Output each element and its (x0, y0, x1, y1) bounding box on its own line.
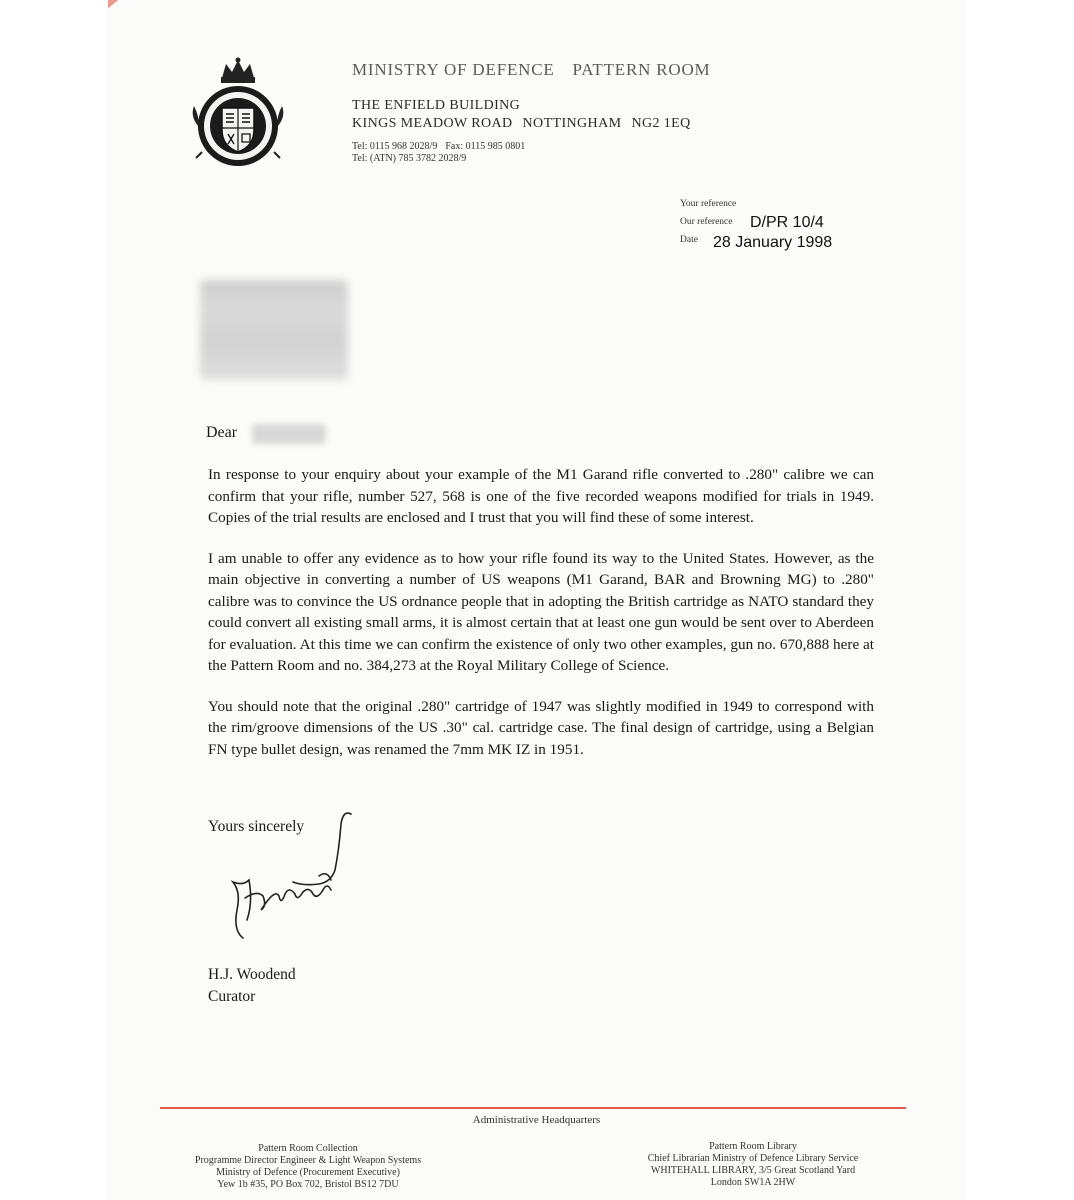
telephone-line (352, 141, 533, 152)
footer-right-line: WHITEHALL LIBRARY, 3/5 Great Scotland Yard (650, 1165, 856, 1176)
body-paragraph: In response to your enquiry about your example of the M1 Garand rifle converted to .280" calibre we can confirm that your rifle, number 527, 568 is one of the five recorded weapons modified for trials in 1949. Copies of the trial results are enclosed and I trust that you will find these of some interest. (208, 466, 874, 526)
address-street: KINGS MEADOW ROAD (352, 116, 513, 131)
org-unit: PATTERN ROOM (572, 60, 711, 79)
signature-icon (223, 810, 363, 940)
footer-rule (160, 1107, 906, 1109)
footer-left-line: Yew 1b #35, PO Box 702, Bristol BS12 7DU (217, 1179, 399, 1190)
footer-left-address (168, 1143, 448, 1191)
footer-right-line: Chief Librarian Ministry of Defence Library Service (647, 1153, 859, 1164)
signer-title: Curator (208, 988, 256, 1005)
body-paragraph: You should note that the original .280" cartridge of 1947 was slightly modified in 1949 to correspond with the rim/groove dimensions of the US .30" cal. cartridge case. The final design of cartridge, using a Belgian FN type bullet design, was renamed the 7mm MK IZ in 1951. (208, 697, 874, 758)
fax-number: Fax: 0115 985 0801 (445, 141, 526, 152)
footer-left-line: Programme Director Engineer & Light Weapon Systems (194, 1155, 422, 1166)
body-paragraph: I am unable to offer any evidence as to how your rifle found its way to the United States. However, as the main objective in converting a number of US weapons (M1 Garand, BAR and Browning MG) to .280" calibre was to convince the US ordnance people that in adopting the British cartridge as NATO standard they could convert all existing small arms, it is almost certain that at least one gun would be sent over to Aberdeen for evaluation. At this time we can confirm the existence of only two other examples, gun no. 670,888 here at the Pattern Room and no. 384,273 at the Royal Military College of Science. (208, 549, 874, 674)
footer-right-line: Pattern Room Library (709, 1141, 797, 1152)
footer-headquarters: Administrative Headquarters (472, 1114, 601, 1126)
address-postcode: NG2 1EQ (631, 116, 691, 131)
address-line-2 (352, 116, 701, 132)
redacted-addressee (200, 280, 348, 380)
date-label: Date (680, 235, 698, 245)
your-reference-label: Your reference (680, 199, 737, 209)
royal-crest-icon (184, 56, 292, 176)
signer-name: H.J. Woodend (208, 966, 296, 983)
salutation: Dear (206, 424, 238, 441)
redacted-recipient-name (252, 424, 326, 444)
organisation-title (352, 60, 728, 80)
footer-right-address (608, 1141, 898, 1189)
footer-right-line: London SW1A 2HW (710, 1177, 796, 1188)
address-city: NOTTINGHAM (522, 116, 622, 131)
date-value: 28 January 1998 (713, 234, 833, 251)
org-name: MINISTRY OF DEFENCE (352, 60, 555, 79)
our-reference-label: Our reference (680, 217, 733, 227)
letter-page (108, 0, 965, 1200)
our-reference-value: D/PR 10/4 (750, 214, 824, 231)
atn-telephone: Tel: (ATN) 785 3782 2028/9 (352, 153, 467, 164)
closing: Yours sincerely (208, 818, 305, 835)
letter-body (208, 464, 874, 779)
telephone-number: Tel: 0115 968 2028/9 (352, 141, 438, 152)
footer-left-line: Pattern Room Collection (258, 1143, 358, 1154)
footer-left-line: Ministry of Defence (Procurement Executive) (216, 1167, 400, 1178)
address-line-1: THE ENFIELD BUILDING (352, 98, 521, 113)
